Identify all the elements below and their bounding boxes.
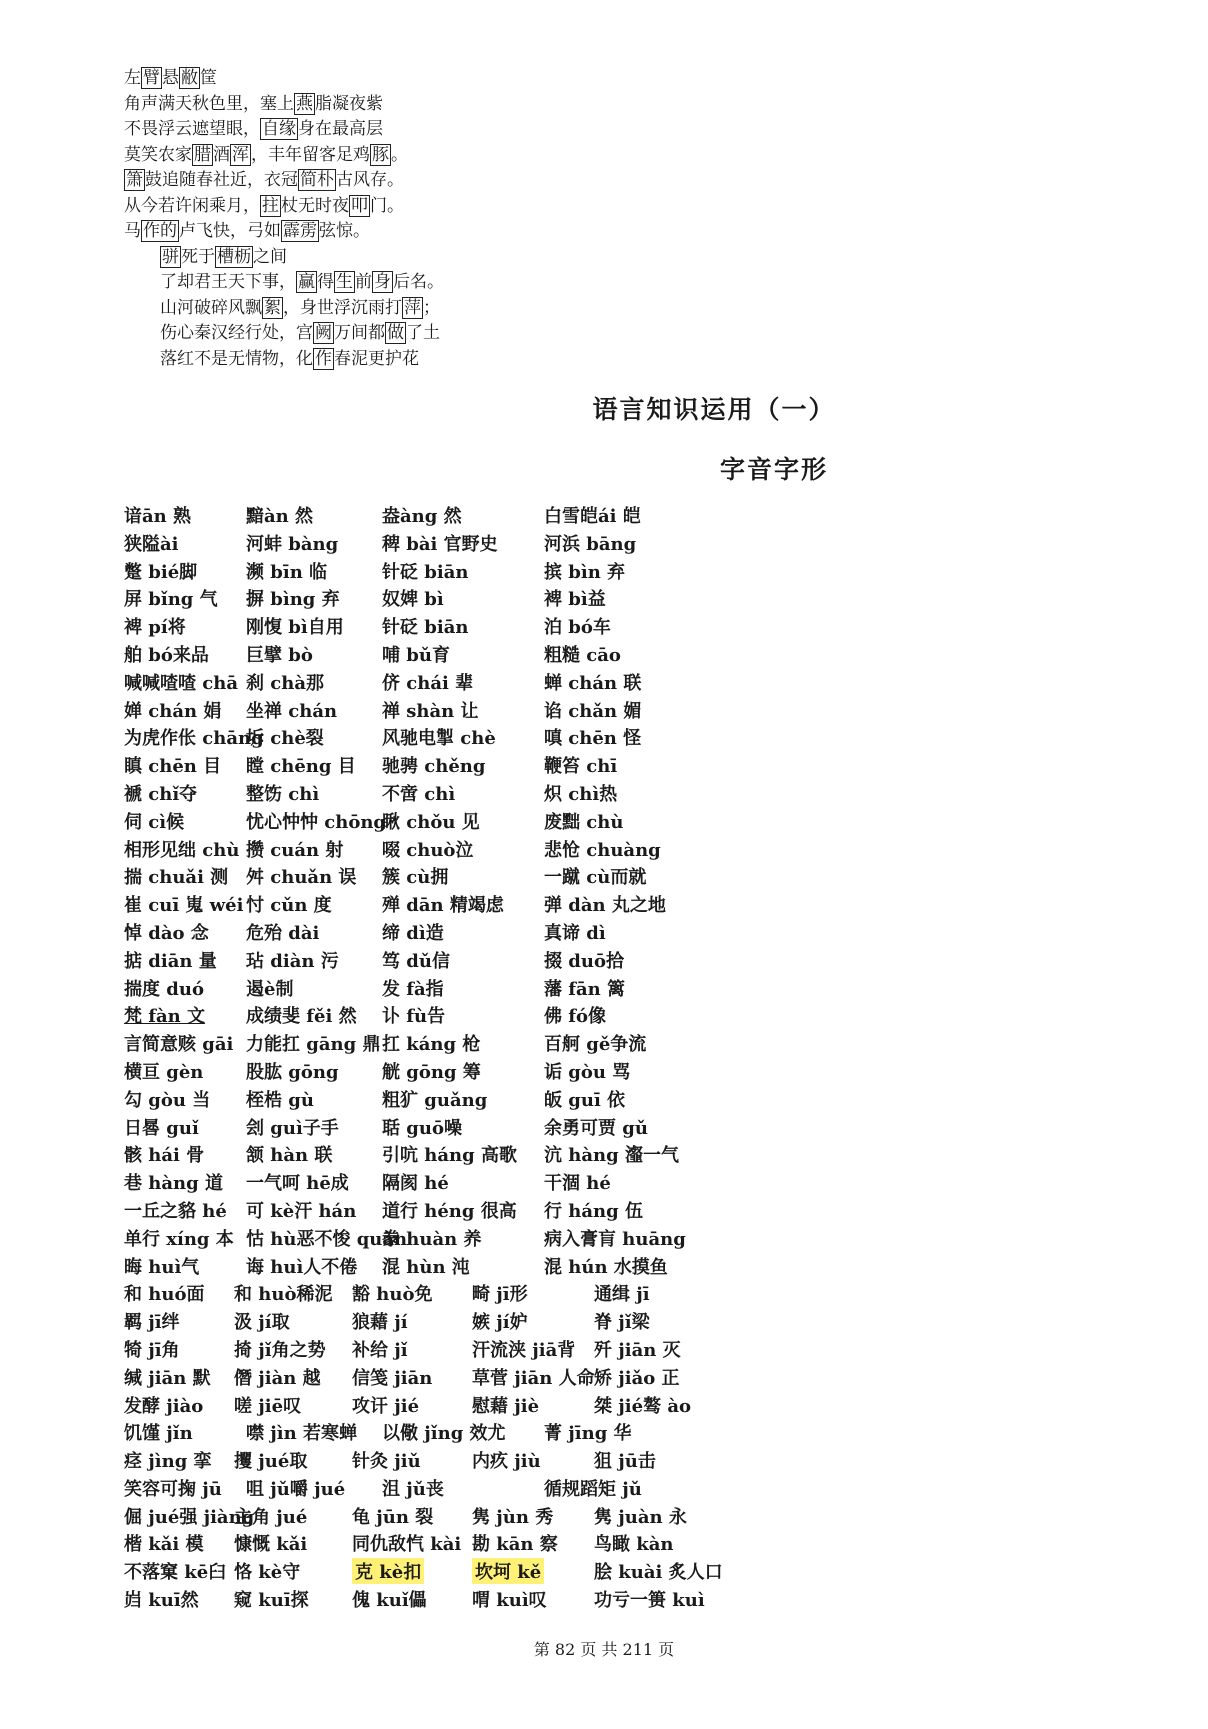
vocab-row [124, 1251, 764, 1279]
boxed-character: 简朴 [300, 170, 334, 190]
word-entry: 河蚌 bàng [246, 533, 339, 555]
poem-text: 左 [124, 68, 141, 88]
word-entry: 喟 kuì叹 [472, 1590, 547, 1612]
boxed-character: 拄 [262, 195, 279, 216]
poem-text: 门。 [370, 195, 404, 216]
vocab-row [124, 861, 764, 889]
word-entry: 炽 chì热 [544, 783, 618, 805]
vocab-row [124, 1306, 764, 1334]
word-entry: 混 hún 水摸鱼 [544, 1256, 668, 1278]
poem-text: 弦惊。 [319, 221, 370, 241]
word-entry: 狼藉 jí [352, 1312, 408, 1334]
word-entry: 忖 cǔn 度 [246, 895, 332, 917]
word-entry: 巨擘 bò [246, 644, 313, 666]
word-entry: 怙 hù恶不悛 quān [246, 1228, 408, 1250]
word-entry: 攒 cuán 射 [246, 839, 344, 861]
boxed-character: 燕 [296, 93, 313, 114]
word-entry: 补给 jǐ [352, 1339, 408, 1361]
vocab-row [124, 1223, 764, 1251]
word-entry: 通缉 jī [594, 1284, 650, 1306]
word-entry: 楷 kǎi 模 [124, 1534, 204, 1556]
word-entry: 婵 chán 娟 [124, 700, 222, 722]
boxed-character: 做 [387, 323, 404, 343]
vocab-row [124, 1139, 764, 1167]
poem-text: ，丰年留客足鸡 [251, 144, 370, 165]
word-entry: 刚愎 bì自用 [246, 617, 344, 639]
word-entry: 悼 dào 念 [124, 922, 209, 944]
word-entry: 岿 kuī然 [124, 1590, 199, 1612]
word-entry: 缔 dì造 [382, 922, 444, 944]
word-entry: 佛 fó像 [544, 1006, 607, 1028]
word-entry: 白雪皑ái 皑 [544, 506, 641, 527]
word-entry: 忧心忡忡 chōng [246, 811, 386, 833]
vocab-row [124, 750, 764, 778]
poem-line [124, 321, 444, 347]
vocab-row [124, 973, 764, 1001]
poem-text: 山河破碎风飘 [160, 297, 262, 318]
poem-line [124, 143, 444, 169]
word-entry: 弹 dàn 丸之地 [544, 895, 666, 917]
word-entry: 悲怆 chuàng [544, 839, 661, 861]
word-entry: 屏 bǐng 气 [124, 589, 218, 611]
poem-line [124, 270, 444, 296]
word-entry: 发 fà指 [382, 978, 444, 1000]
word-entry: 功亏一篑 kuì [594, 1590, 705, 1612]
word-entry: 咀 jǔ嚼 jué [246, 1478, 346, 1500]
poem-text: 了却君王天下事， [160, 272, 296, 292]
word-entry: 针灸 jiǔ [352, 1451, 421, 1473]
vocab-row [124, 1556, 764, 1584]
word-entry: 晦 huì气 [124, 1256, 200, 1278]
vocab-row [124, 611, 764, 639]
word-entry: 掇 duō拾 [544, 950, 624, 972]
poem-text: 卢飞快，弓如 [179, 221, 281, 241]
word-entry: 隽 jùn 秀 [472, 1506, 554, 1528]
poem-text: 落红不是无情物，化 [160, 348, 313, 369]
poem-text: 身在最高层 [298, 119, 383, 139]
boxed-character: 生 [336, 272, 353, 292]
word-entry: 针砭 biān [382, 617, 469, 639]
word-entry: 皈 guī 依 [544, 1089, 626, 1111]
word-entry: 刽 guì子手 [246, 1117, 339, 1139]
word-entry: 瞅 chǒu 见 [382, 811, 480, 833]
word-entry: 遏è制 [246, 978, 294, 1000]
vocab-row [124, 528, 764, 556]
word-entry: 成绩斐 fěi 然 [246, 1006, 357, 1028]
word-entry: 狙 jū击 [594, 1451, 656, 1473]
word-entry: 谙ān 熟 [124, 506, 192, 527]
word-entry: 掂 diān 量 [124, 950, 217, 972]
vocab-row [124, 1417, 764, 1445]
word-entry: 同仇敌忾 kài [352, 1534, 462, 1556]
highlighted-word-entry: 坎坷 kě [472, 1558, 544, 1584]
word-entry: 巷 hàng 道 [124, 1173, 223, 1195]
word-entry: 桀 jié骜 ào [594, 1395, 692, 1417]
word-entry: 颔 hàn 联 [246, 1145, 333, 1167]
vocab-row [124, 722, 764, 750]
boxed-character: 浑 [232, 144, 249, 165]
word-entry: 歼 jiān 灭 [594, 1339, 681, 1361]
boxed-character: 自缘 [262, 119, 296, 139]
poem-text: 鼓追随春社近，衣冠 [145, 170, 298, 190]
word-entry: 僭 jiàn 越 [234, 1367, 321, 1389]
word-entry: 玷 diàn 污 [246, 950, 339, 972]
poem-text: 从今若许闲乘月， [124, 195, 260, 216]
poem-text: ； [423, 297, 440, 318]
boxed-character: 作的 [143, 221, 177, 241]
word-entry: 勾 gòu 当 [124, 1089, 211, 1111]
word-entry: 危殆 dài [246, 922, 320, 944]
word-entry: 菁 jīng 华 [544, 1423, 632, 1445]
word-entry: 掎 jǐ角之势 [234, 1339, 326, 1361]
word-entry: 攫 jué取 [234, 1451, 308, 1473]
vocab-row [124, 1334, 764, 1362]
vocab-row [124, 1195, 764, 1223]
word-entry: 余勇可贾 gǔ [544, 1117, 648, 1139]
word-entry: 谄 chǎn 媚 [544, 700, 642, 722]
pronunciation-list [124, 500, 764, 1612]
poem-line [124, 296, 444, 322]
word-entry: 勘 kān 察 [472, 1534, 558, 1556]
word-entry: 噤 jìn 若寒蝉 [246, 1423, 357, 1445]
word-entry: 裨 bì益 [544, 589, 606, 611]
word-entry: 盎àng 然 [382, 506, 462, 527]
poem-text: 万间都 [334, 323, 385, 343]
word-entry: 恪 kè守 [234, 1562, 301, 1584]
word-entry: 慰藉 jiè [472, 1395, 540, 1417]
poem-excerpts [124, 66, 444, 372]
poem-text: 得 [317, 272, 334, 292]
word-entry: 觥 gōng 筹 [382, 1061, 481, 1083]
vocab-row [124, 1362, 764, 1390]
word-entry: 喊喊喳喳 chā [124, 672, 238, 694]
word-entry: 畸 jī形 [472, 1284, 528, 1306]
word-entry: 窥 kuī探 [234, 1590, 309, 1612]
word-entry: 脊 jǐ梁 [594, 1312, 650, 1334]
word-entry: 一气呵 hē成 [246, 1173, 349, 1195]
vocab-row [124, 695, 764, 723]
vocab-row [124, 667, 764, 695]
word-entry: 诟 gòu 骂 [544, 1061, 631, 1083]
word-entry: 傀 kuǐ儡 [352, 1590, 427, 1612]
word-entry: 隽 juàn 永 [594, 1506, 687, 1528]
word-entry: 力能扛 gāng 鼎 [246, 1034, 381, 1056]
word-entry: 鞭笞 chī [544, 756, 618, 778]
vocab-row [124, 1000, 764, 1028]
boxed-character: 作 [315, 348, 332, 369]
poem-text: 之间 [253, 246, 287, 267]
word-entry: 粗犷 guǎng [382, 1089, 488, 1111]
vocab-row [124, 1501, 764, 1529]
word-entry: 豁 huò免 [352, 1284, 433, 1306]
vocab-row [124, 583, 764, 611]
vocab-row [124, 556, 764, 584]
vocab-row [124, 1112, 764, 1140]
word-entry: 信笺 jiān [352, 1367, 433, 1389]
word-entry: 日晷 guǐ [124, 1117, 199, 1139]
poem-text: 莫笑农家 [124, 144, 192, 165]
word-entry: 整饬 chì [246, 783, 320, 805]
vocab-row [124, 1084, 764, 1112]
poem-text: 死于 [181, 246, 215, 267]
word-entry: 一丘之貉 hé [124, 1200, 227, 1222]
word-entry: 百舸 gě争流 [544, 1034, 647, 1056]
vocab-row [124, 778, 764, 806]
word-entry: 狭隘ài [124, 533, 179, 555]
vocab-row [124, 1473, 764, 1501]
word-entry: 痉 jìng 挛 [124, 1451, 212, 1473]
poem-text: ，身世浮沉雨打 [283, 297, 402, 318]
word-entry: 风驰电掣 chè [382, 728, 496, 750]
word-entry: 可 kè汗 hán [246, 1200, 357, 1222]
word-entry: 藩 fān 篱 [544, 978, 626, 1000]
word-entry: 慷慨 kǎi [234, 1534, 308, 1556]
word-entry: 针砭 biān [382, 561, 469, 583]
vocab-row [124, 917, 764, 945]
word-entry: 引吭 háng 高歌 [382, 1145, 517, 1167]
word-entry: 混 hùn 沌 [382, 1256, 470, 1278]
vocab-row [124, 889, 764, 917]
word-entry: 沮 jǔ丧 [382, 1478, 444, 1500]
word-entry: 草菅 jiān 人命 [472, 1367, 595, 1389]
boxed-character: 豚 [372, 144, 389, 165]
vocab-row [124, 639, 764, 667]
boxed-character: 阙 [315, 323, 332, 343]
poem-text: 前 [355, 272, 372, 292]
word-entry: 驰骋 chěng [382, 756, 486, 778]
word-entry: 聒 guō噪 [382, 1117, 462, 1139]
word-entry: 粗糙 cāo [544, 644, 621, 666]
poem-line [124, 168, 444, 194]
poem-line [124, 92, 444, 118]
poem-text: 伤心秦汉经行处，宫 [160, 323, 313, 343]
word-entry: 嗔 chēn 怪 [544, 728, 642, 750]
word-entry: 摈 bìn 弃 [544, 561, 626, 583]
highlighted-word-entry: 克 kè扣 [352, 1558, 424, 1584]
word-entry: 横亘 gèn [124, 1061, 204, 1083]
poem-line [124, 245, 444, 271]
word-entry: 缄 jiān 默 [124, 1367, 211, 1389]
vocab-row [124, 1028, 764, 1056]
word-entry: 坼 chè裂 [246, 728, 324, 750]
word-entry: 矫 jiǎo 正 [594, 1367, 680, 1389]
word-entry: 沆 hàng 瀣一气 [544, 1145, 679, 1167]
word-entry: 不落窠 kē臼 [124, 1562, 227, 1584]
word-entry: 桎梏 gù [246, 1089, 314, 1111]
vocab-row [124, 945, 764, 973]
word-entry: 稗 bài 官野史 [382, 533, 498, 555]
poem-text: 角声满天秋色里，塞上 [124, 93, 294, 114]
word-entry: 笑容可掬 jū [124, 1478, 222, 1500]
word-entry: 犄 jī角 [124, 1339, 180, 1361]
word-entry: 簇 cù拥 [382, 867, 449, 889]
word-entry: 龟 jūn 裂 [352, 1506, 434, 1528]
word-entry: 侪 chái 辈 [382, 672, 474, 694]
word-entry: 发酵 jiào [124, 1395, 204, 1417]
poem-line [124, 219, 444, 245]
word-entry: 诲 huì人不倦 [246, 1256, 358, 1278]
word-entry: 股肱 gōng [246, 1061, 339, 1083]
word-entry: 骸 hái 骨 [124, 1145, 205, 1167]
page-footer: 第 82 页 共 211 页 [533, 1640, 675, 1659]
word-entry: 和 huó面 [124, 1284, 205, 1306]
word-entry: 干涸 hé [544, 1173, 611, 1195]
word-entry: 舶 bó来品 [124, 644, 209, 666]
word-entry: 行 háng 伍 [544, 1200, 643, 1222]
word-entry: 饥馑 jǐn [124, 1423, 193, 1445]
poem-text: 。 [391, 144, 408, 165]
vocab-row [124, 834, 764, 862]
boxed-character: 赢 [298, 272, 315, 292]
word-entry: 倔 jué强 jiàng [124, 1506, 255, 1528]
poem-text: 酒 [213, 144, 230, 165]
poem-text: 不畏浮云遮望眼， [124, 119, 260, 139]
vocab-row [124, 500, 764, 528]
word-entry: 梵 fàn 文 [124, 1006, 206, 1028]
poem-line [124, 347, 444, 373]
word-entry: 脍 kuài 炙人口 [594, 1562, 723, 1584]
word-entry: 主角 jué [234, 1506, 308, 1528]
word-entry: 黯àn 然 [246, 506, 314, 527]
word-entry: 为虎作伥 chāng [124, 728, 264, 750]
vocab-row [124, 1528, 764, 1556]
poem-text: 马 [124, 221, 141, 241]
boxed-character: 骈 [162, 246, 179, 267]
word-entry: 一蹴 cù而就 [544, 867, 647, 889]
boxed-character: 槽枥 [217, 246, 251, 267]
poem-text: 了土 [406, 323, 440, 343]
boxed-character: 霹雳 [283, 221, 317, 241]
word-entry: 鸟瞰 kàn [594, 1534, 674, 1556]
section-subtitle: 字音字形 [719, 455, 828, 484]
word-entry: 不啻 chì [382, 783, 456, 805]
word-entry: 揣 chuǎi 测 [124, 867, 229, 889]
boxed-character: 敝 [181, 68, 198, 88]
word-entry: 嫉 jí妒 [472, 1312, 528, 1334]
vocab-row [124, 1167, 764, 1195]
word-entry: 舛 chuǎn 误 [246, 867, 357, 889]
poem-text: 春泥更护花 [334, 348, 419, 369]
word-entry: 蝉 chán 联 [544, 672, 642, 694]
vocab-row [124, 1278, 764, 1306]
vocab-row [124, 806, 764, 834]
word-entry: 瞋 chēn 目 [124, 756, 222, 778]
vocab-row [124, 1056, 764, 1084]
boxed-character: 身 [374, 272, 391, 292]
poem-line [124, 194, 444, 220]
vocab-row [124, 1445, 764, 1473]
word-entry: 褫 chǐ夺 [124, 783, 198, 805]
word-entry: 豢 huàn 养 [382, 1228, 482, 1250]
word-entry: 扛 káng 枪 [382, 1034, 481, 1056]
poem-text: 杖无时夜 [281, 195, 349, 216]
word-entry: 刹 chà那 [246, 672, 324, 694]
vocab-row [124, 1584, 764, 1612]
boxed-character: 臂 [143, 68, 160, 88]
poem-text: 后名。 [393, 272, 444, 292]
word-entry: 哺 bǔ育 [382, 644, 450, 666]
boxed-character: 萍 [404, 297, 421, 318]
word-entry: 道行 héng 很高 [382, 1200, 517, 1222]
word-entry: 真谛 dì [544, 922, 606, 944]
word-entry: 汲 jí取 [234, 1312, 290, 1334]
poem-text: 脂凝夜紫 [315, 93, 383, 114]
word-entry: 濒 bīn 临 [246, 561, 328, 583]
word-entry: 相形见绌 chù [124, 839, 240, 861]
word-entry: 裨 pí将 [124, 617, 186, 639]
word-entry: 羁 jī绊 [124, 1312, 180, 1334]
word-entry: 废黜 chù [544, 811, 624, 833]
word-entry: 河浜 bāng [544, 533, 637, 555]
word-entry: 摒 bìng 弃 [246, 589, 340, 611]
word-entry: 内疚 jiù [472, 1451, 541, 1473]
word-entry: 攻讦 jié [352, 1395, 420, 1417]
word-entry: 笃 dǔ信 [382, 950, 450, 972]
word-entry: 禅 shàn 让 [382, 700, 479, 722]
word-entry: 汗流浃 jiā背 [472, 1339, 576, 1361]
word-entry: 病入膏肓 huāng [544, 1228, 686, 1250]
word-entry: 讣 fù告 [382, 1006, 446, 1028]
word-entry: 殚 dān 精竭虑 [382, 895, 504, 917]
poem-text: 悬 [162, 68, 179, 88]
poem-line [124, 117, 444, 143]
vocab-row [124, 1390, 764, 1418]
section-title: 语言知识运用（一） [592, 395, 836, 424]
boxed-character: 腊 [194, 144, 211, 165]
word-entry: 奴婢 bì [382, 589, 444, 611]
word-entry: 和 huò稀泥 [234, 1284, 333, 1306]
poem-text: 古风存。 [336, 170, 404, 190]
word-entry: 单行 xíng 本 [124, 1228, 234, 1250]
word-entry: 嗟 jiē叹 [234, 1395, 302, 1417]
word-entry: 坐禅 chán [246, 700, 338, 722]
word-entry: 言简意赅 gāi [124, 1034, 234, 1056]
word-entry: 以儆 jǐng 效尤 [382, 1423, 506, 1445]
word-entry: 循规蹈矩 jǔ [544, 1478, 642, 1500]
poem-text: 筐 [200, 68, 217, 88]
word-entry: 啜 chuò泣 [382, 839, 474, 861]
poem-line [124, 66, 444, 92]
word-entry: 崔 cuī 嵬 wéi [124, 895, 244, 917]
boxed-character: 箫 [126, 170, 143, 190]
boxed-character: 叩 [351, 195, 368, 216]
word-entry: 揣度 duó [124, 978, 204, 1000]
boxed-character: 絮 [264, 297, 281, 318]
word-entry: 泊 bó车 [544, 617, 611, 639]
word-entry: 瞠 chēng 目 [246, 756, 356, 778]
word-entry: 隔阂 hé [382, 1173, 449, 1195]
word-entry: 伺 cì候 [124, 811, 185, 833]
word-entry: 蹩 bié脚 [124, 561, 198, 583]
